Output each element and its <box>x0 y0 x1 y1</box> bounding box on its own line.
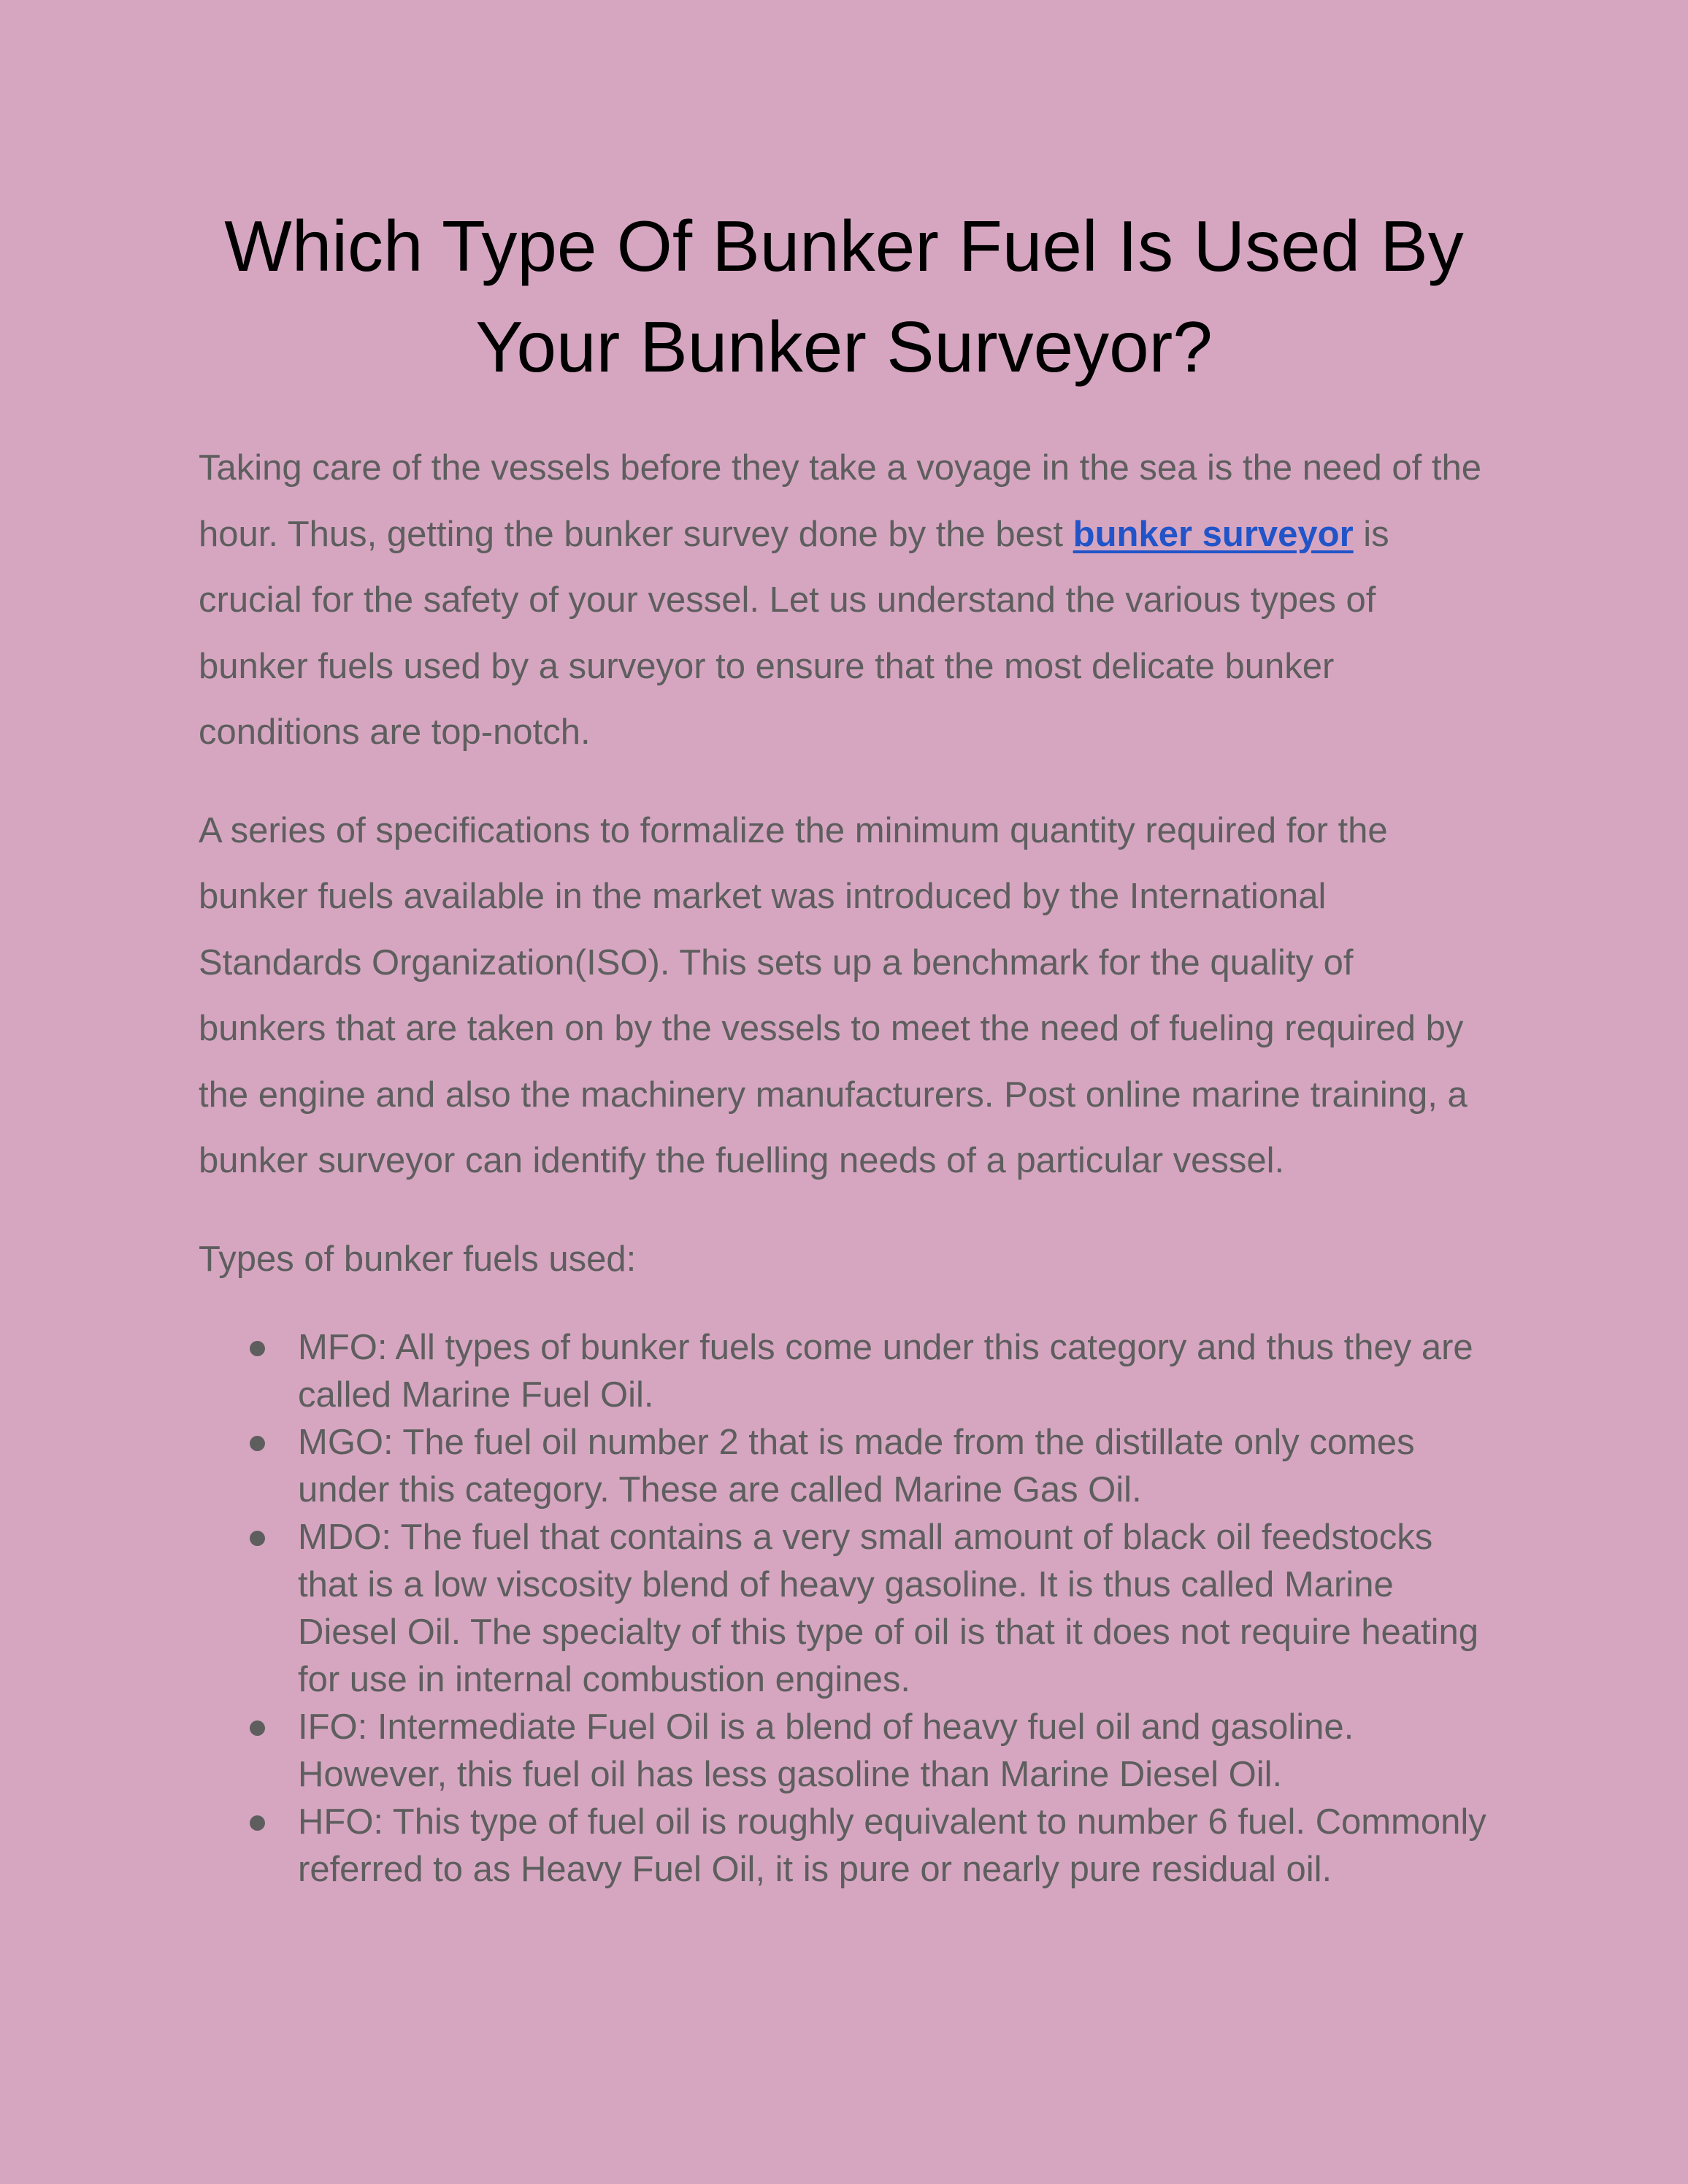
list-heading: Types of bunker fuels used: <box>199 1239 637 1279</box>
list-item-text: MFO: All types of bunker fuels come under this category and thus they are called Marine Fuel Oil. <box>298 1328 1473 1415</box>
list-item-text: MGO: The fuel oil number 2 that is made from the distillate only comes under this category. These are called Marine Gas Oil. <box>298 1423 1415 1510</box>
list-item-text: HFO: This type of fuel oil is roughly equivalent to number 6 fuel. Commonly referred to as Heavy Fuel Oil, it is pure or nearly pure residual oil. <box>298 1802 1486 1889</box>
list-item-text: MDO: The fuel that contains a very small amount of black oil feedstocks that is a low viscosity blend of heavy gasoline. It is thus called Marine Diesel Oil. The specialty of this type of oil is that it does not require heating for use in internal combustion engines. <box>298 1518 1478 1699</box>
list-item-hfo <box>298 1799 1489 1893</box>
list-item-ifo <box>298 1704 1489 1799</box>
fuel-types-list <box>199 1324 1489 1893</box>
bullet-icon <box>250 1341 265 1356</box>
list-item-mdo <box>298 1514 1489 1704</box>
bullet-icon <box>250 1815 265 1831</box>
page-title: Which Type Of Bunker Fuel Is Used By Your Bunker Surveyor? <box>224 206 1464 387</box>
bunker-surveyor-link[interactable]: bunker surveyor <box>1073 514 1354 554</box>
list-item-mfo <box>298 1324 1489 1419</box>
intro-text-start: Taking care of the vessels before they take a voyage in the sea is the need of the hour. Thus, getting the bunker survey done by the best <box>199 448 1481 554</box>
intro-paragraph <box>199 435 1489 766</box>
list-item-text: IFO: Intermediate Fuel Oil is a blend of heavy fuel oil and gasoline. However, this fuel oil has less gasoline than Marine Diesel Oil. <box>298 1707 1354 1794</box>
bullet-icon <box>250 1436 265 1451</box>
intro-text-end: is crucial for the safety of your vessel. Let us understand the various types of bunker fuels used by a surveyor to ensure that the most delicate bunker conditions are top-notch. <box>199 514 1389 752</box>
bullet-icon <box>250 1531 265 1546</box>
iso-paragraph: A series of specifications to formalize the minimum quantity required for the bunker fuels available in the market was introduced by the International Standards Organization(ISO). This sets up a benchmark for the quality of bunkers that are taken on by the vessels to meet the need of fueling required by the engine and also the machinery manufacturers. Post online marine training, a bunker surveyor can identify the fuelling needs of a particular vessel. <box>199 810 1468 1180</box>
bullet-icon <box>250 1720 265 1736</box>
list-item-mgo <box>298 1419 1489 1514</box>
